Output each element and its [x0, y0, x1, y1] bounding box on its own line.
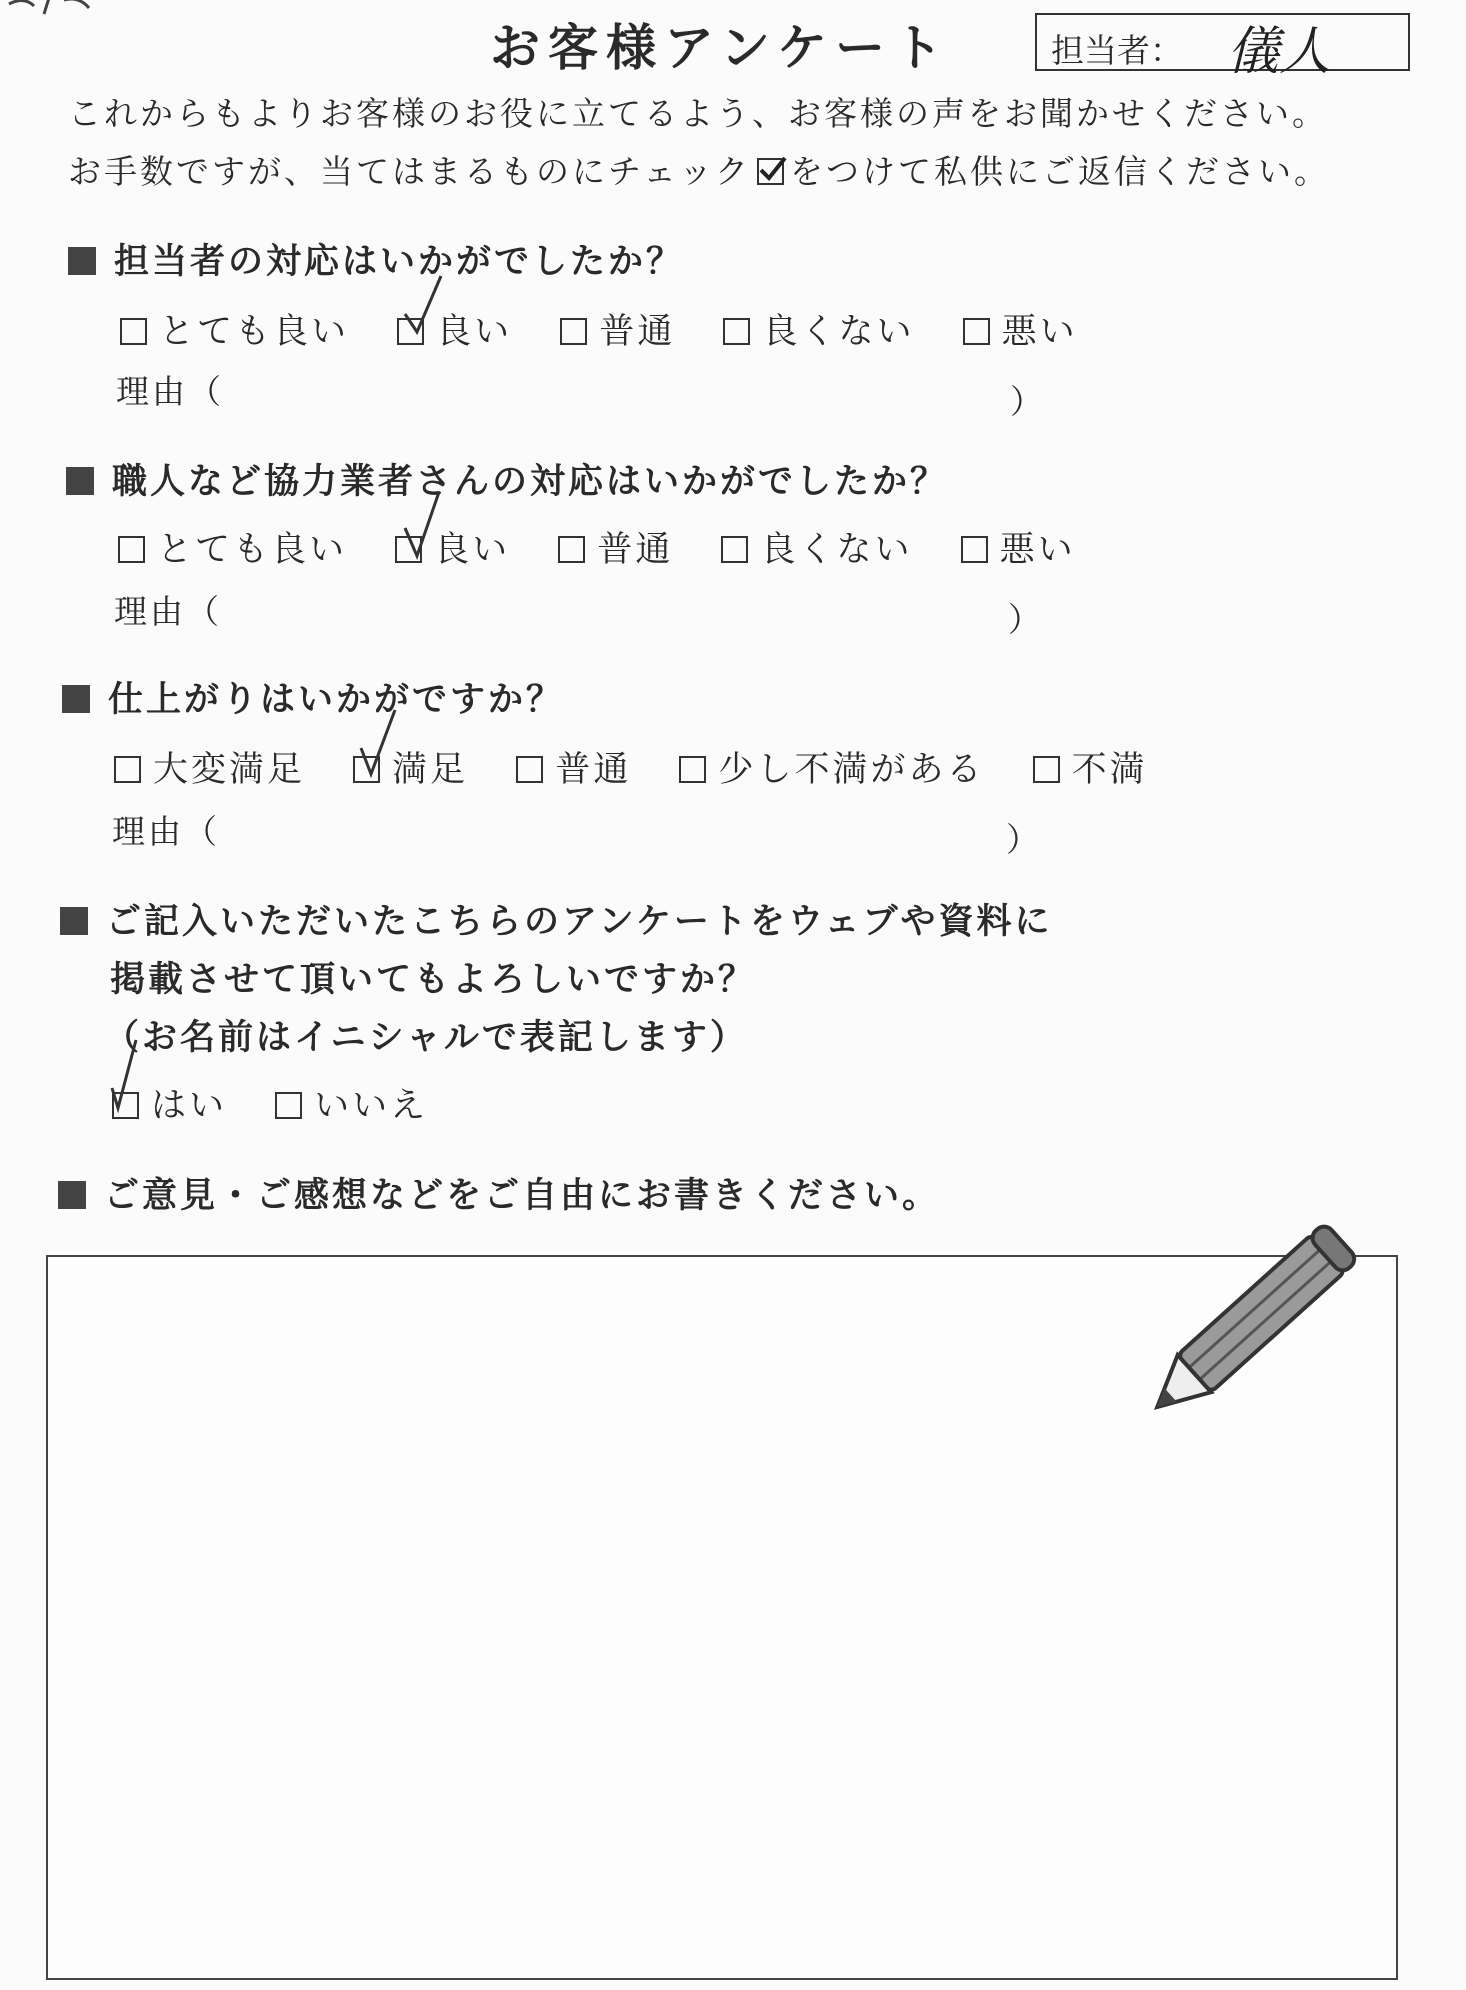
option-q2-not-good[interactable]: 良くない [721, 522, 912, 572]
question-2-reason-close: ） [1008, 600, 1041, 639]
option-q1-bad[interactable]: 悪い [963, 304, 1078, 354]
check-mark-icon [106, 1036, 156, 1116]
question-4-note: （お名前はイニシャルで表記します） [104, 1018, 748, 1058]
option-q3-normal[interactable]: 普通 [516, 742, 631, 792]
option-q2-normal[interactable]: 普通 [558, 522, 673, 572]
question-4-options [112, 1078, 462, 1128]
checkbox[interactable] [963, 318, 990, 345]
checkbox[interactable] [560, 318, 587, 345]
pencil-icon [1150, 1190, 1380, 1430]
checkbox[interactable] [961, 536, 988, 563]
question-3-title: 仕上がりはいかがですか？ [62, 672, 564, 722]
check-mark-icon [353, 708, 403, 788]
checkbox[interactable] [723, 318, 750, 345]
handwritten-corner-mark [4, 0, 124, 24]
option-q2-bad[interactable]: 悪い [961, 522, 1076, 572]
question-1-reason-close: ） [1010, 382, 1043, 421]
intro-line-2a: お手数ですが、当てはまるものにチェック [68, 152, 752, 191]
option-q3-slightly-dissatisfied[interactable]: 少し不満がある [679, 742, 984, 792]
option-q3-satisfied[interactable]: 満足 [353, 742, 468, 792]
intro-line-2 [68, 146, 1330, 193]
question-2-options [118, 522, 1110, 572]
intro-line-1: これからもよりお客様のお役に立てるよう、お客様の声をお聞かせください。 [68, 94, 1328, 133]
check-mark-icon [395, 488, 445, 568]
assignee-name: 儀人 [1227, 22, 1332, 82]
checkbox[interactable] [558, 536, 585, 563]
question-2-title: 職人など協力業者さんの対応はいかがでしたか？ [66, 454, 948, 504]
checkbox[interactable] [118, 536, 145, 563]
checkbox[interactable] [114, 756, 141, 783]
option-q3-dissatisfied[interactable]: 不満 [1033, 742, 1148, 792]
assignee-field[interactable] [1035, 13, 1410, 82]
option-q3-very-satisfied[interactable]: 大変満足 [114, 742, 305, 792]
option-q1-normal[interactable]: 普通 [560, 304, 675, 354]
question-3-options [114, 742, 1182, 792]
question-1-reason-label: 理由（ [116, 372, 224, 411]
question-3-reason-close: ） [1006, 820, 1039, 859]
checkbox[interactable] [275, 1092, 302, 1119]
intro-line-2b: をつけて私供にご返信ください。 [790, 152, 1331, 191]
question-4-title: ご記入いただいたこちらのアンケートをウェブや資料に [60, 894, 1053, 944]
option-q2-good[interactable]: 良い [395, 522, 510, 572]
option-q2-very-good[interactable]: とても良い [118, 522, 347, 572]
page-title: お客様アンケート [490, 19, 951, 77]
option-q1-good[interactable]: 良い [397, 304, 512, 354]
question-1-options [120, 304, 1112, 354]
question-5-title: ご意見・ご感想などをご自由にお書きください。 [58, 1168, 940, 1218]
checkbox[interactable] [1033, 756, 1060, 783]
question-3-reason-label: 理由（ [112, 812, 220, 851]
option-q1-very-good[interactable]: とても良い [120, 304, 349, 354]
assignee-label: 担当者： [1051, 31, 1183, 70]
question-4-title-line-2: 掲載させて頂いてもよろしいですか？ [110, 960, 757, 1000]
question-2-reason-label: 理由（ [114, 592, 222, 631]
option-q4-yes[interactable]: はい [112, 1078, 227, 1128]
check-mark-icon [397, 270, 447, 350]
checked-box-icon [757, 158, 784, 185]
checkbox[interactable] [516, 756, 543, 783]
checkbox[interactable] [721, 536, 748, 563]
question-1-title: 担当者の対応はいかがでしたか？ [68, 234, 684, 284]
option-q1-not-good[interactable]: 良くない [723, 304, 914, 354]
checkbox[interactable] [120, 318, 147, 345]
option-q4-no[interactable]: いいえ [275, 1078, 428, 1128]
checkbox[interactable] [679, 756, 706, 783]
